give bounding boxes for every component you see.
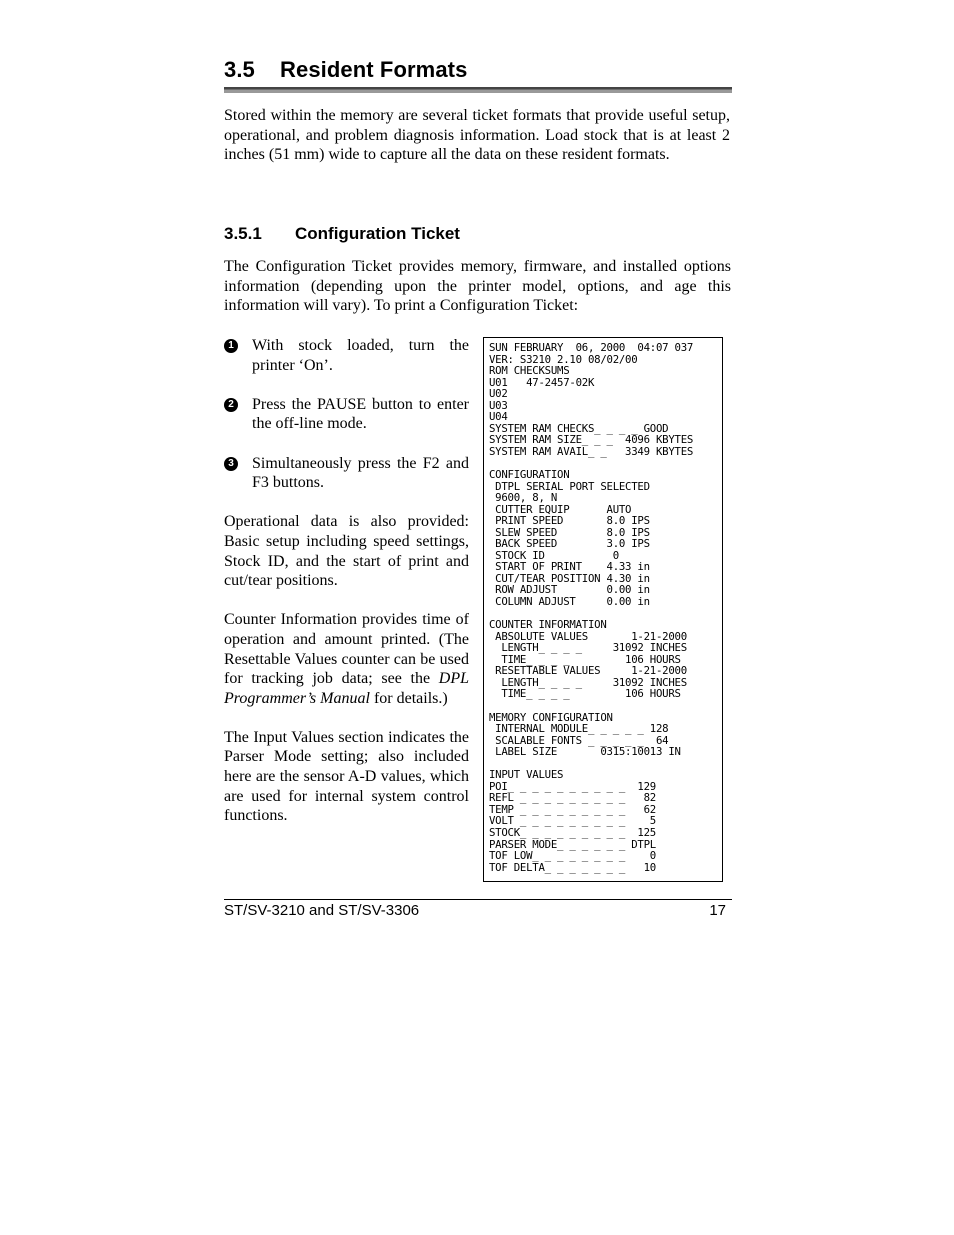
left-column [224, 336, 469, 845]
counter-text-after: for details.) [369, 689, 448, 707]
ticket-line: SYSTEM RAM CHECKS_ _ _ _ GOOD [489, 421, 669, 435]
ticket-line: PARSER MODE_ _ _ _ _ _ DTPL [489, 837, 656, 851]
ticket-line: U01 47-2457-02K [489, 375, 595, 389]
configuration-ticket [483, 337, 723, 882]
ticket-line: MEMORY CONFIGURATION [489, 710, 613, 724]
ticket-line: U02 [489, 387, 508, 401]
ticket-line: DTPL SERIAL PORT SELECTED [489, 479, 650, 493]
subsection-number: 3.5.1 [224, 224, 262, 243]
step-number-1-icon: 1 [224, 339, 238, 353]
ticket-line: BACK SPEED 3.0 IPS [489, 537, 650, 551]
ticket-line: COLUMN ADJUST 0.00 in [489, 595, 650, 609]
ticket-line: ABSOLUTE VALUES 1-21-2000 [489, 629, 687, 643]
step-text: With stock loaded, turn the printer ‘On’. [252, 337, 469, 374]
ticket-line: TIME_ _ _ _ 106 HOURS [489, 687, 681, 701]
ticket-line: INTERNAL MODULE_ _ _ _ _ 128 [489, 722, 669, 736]
section-heading [224, 57, 467, 83]
step-text: Press the PAUSE button to enter the off-line mode. [252, 395, 469, 433]
section-intro: Stored within the memory are several ticket formats that provide useful setup, operational, and problem diagnosis information. Load stock that is at least 2 inches (51 mm) wide to capture all the data on these resident formats. [224, 107, 730, 164]
step-text: Simultaneously press the F2 and F3 buttons. [252, 454, 469, 492]
ticket-line: CONFIGURATION [489, 468, 570, 482]
ticket-line: COUNTER INFORMATION [489, 618, 607, 632]
footer-model: ST/SV-3210 and ST/SV-3306 [224, 902, 420, 919]
ticket-line: STOCK_ _ _ _ _ _ _ _ _ 125 [489, 825, 656, 839]
ticket-line: SYSTEM RAM SIZE_ _ _ 4096 KBYTES [489, 433, 694, 447]
subsection-intro: The Configuration Ticket provides memory, firmware, and installed options information (depending upon the printer model, options, and age this information will vary). To print a Configuration Ticket: [224, 258, 731, 315]
page-number: 17 [709, 902, 726, 919]
subsection-title: Configuration Ticket [295, 224, 460, 243]
ticket-line: REFL _ _ _ _ _ _ _ _ _ 82 [489, 791, 656, 805]
ticket-line: TIME_ _ _ _ 106 HOURS [489, 652, 681, 666]
ticket-line: ROW ADJUST 0.00 in [489, 583, 650, 597]
ticket-line: RESETTABLE VALUES 1-21-2000 [489, 664, 687, 678]
section-title: Resident Formats [280, 57, 468, 82]
ticket-line: VER: S3210 2.10 08/02/00 [489, 352, 638, 366]
ticket-line: POI_ _ _ _ _ _ _ _ _ _ 129 [489, 779, 656, 793]
step-number-3-icon: 3 [224, 457, 238, 471]
ticket-line: SCALABLE FONTS _ _ _ _ _ 64 [489, 733, 669, 747]
ticket-line: TOF DELTA_ _ _ _ _ _ _ 10 [489, 860, 656, 874]
ticket-line: LABEL SIZE 0315:10013 IN [489, 745, 681, 759]
heading-rule [224, 87, 732, 93]
step-number-2-icon: 2 [224, 398, 238, 412]
ticket-line: LENGTH_ _ _ _ 31092 INCHES [489, 641, 687, 655]
ticket-line: START OF PRINT 4.33 in [489, 560, 650, 574]
manual-reference: DPL Programmer’s Manual [224, 670, 469, 707]
ticket-line: INPUT VALUES [489, 768, 564, 782]
ticket-line: U03 [489, 398, 508, 412]
ticket-line: LENGTH_ _ _ _ 31092 INCHES [489, 675, 687, 689]
ticket-line: SYSTEM RAM AVAIL_ _ 3349 KBYTES [489, 444, 694, 458]
step-1 [224, 336, 469, 375]
footer-rule [224, 899, 732, 900]
ticket-line: VOLT _ _ _ _ _ _ _ _ _ 5 [489, 814, 656, 828]
ticket-line: SLEW SPEED 8.0 IPS [489, 525, 650, 539]
ticket-line [489, 700, 722, 712]
step-2 [224, 395, 469, 434]
ticket-line: SUN FEBRUARY 06, 2000 04:07 037 [489, 341, 694, 354]
counter-text-before: Counter Information provides time of operation and amount printed. (The Resettable Values counter can be used for tracking job data; see the [224, 611, 469, 688]
ticket-line: TOF LOW_ _ _ _ _ _ _ _ 0 [489, 849, 656, 863]
operational-data-paragraph: Operational data is also provided: Basic setup including speed settings, Stock ID, and the start of print and cut/tear positions. [224, 513, 469, 590]
counter-information-paragraph [224, 610, 469, 708]
ticket-line: PRINT SPEED 8.0 IPS [489, 514, 650, 528]
ticket-line: ROM CHECKSUMS [489, 364, 570, 378]
ticket-line: U04 [489, 410, 508, 424]
ticket-line: 9600, 8, N [489, 491, 558, 505]
step-3 [224, 454, 469, 493]
ticket-line: CUTTER EQUIP AUTO [489, 502, 632, 516]
subsection-heading [224, 224, 460, 244]
input-values-paragraph: The Input Values section indicates the Parser Mode setting; also included here are the sensor A-D values, which are used for internal system control functions. [224, 728, 469, 825]
ticket-line: STOCK ID 0 [489, 548, 619, 562]
ticket-line: TEMP _ _ _ _ _ _ _ _ _ 62 [489, 802, 656, 816]
ticket-line: CUT/TEAR POSITION 4.30 in [489, 571, 650, 585]
section-number: 3.5 [224, 57, 255, 82]
